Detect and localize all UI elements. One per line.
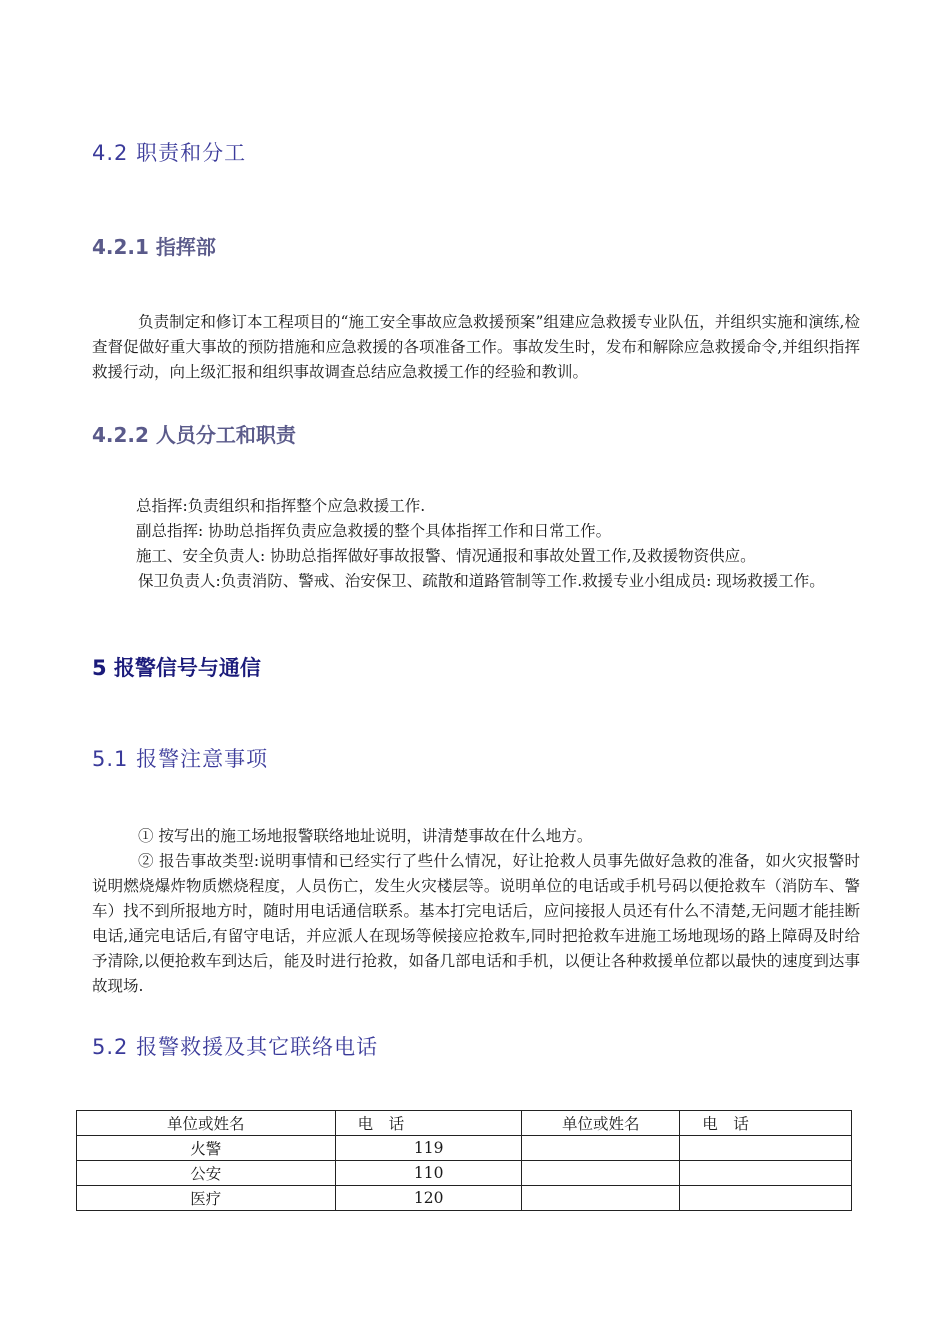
- table-cell: [680, 1136, 852, 1161]
- heading-5-1: 5.1 报警注意事项: [92, 747, 269, 771]
- table-cell: [522, 1161, 680, 1186]
- table-header-cell: 单位或姓名: [77, 1111, 336, 1136]
- table-cell: 110: [335, 1161, 522, 1186]
- table-cell: [680, 1186, 852, 1211]
- contact-phone-table: [76, 1110, 852, 1211]
- table-cell: 医疗: [77, 1186, 336, 1211]
- heading-4-2-1: 4.2.1 指挥部: [92, 235, 216, 259]
- table-header-cell: 电 话: [680, 1111, 852, 1136]
- table-cell: [522, 1136, 680, 1161]
- table-cell: 公安: [77, 1161, 336, 1186]
- table-row: [77, 1161, 852, 1186]
- paragraph-command-duties: 负责制定和修订本工程项目的“施工安全事故应急救援预案”组建应急救援专业队伍，并组织实施和演练,检查督促做好重大事故的预防措施和应急救援的各项准备工作。事故发生时，发布和解除应急救援命令,并组织指挥救援行动，向上级汇报和组织事故调查总结应急救援工作的经验和教训。: [92, 313, 860, 381]
- heading-4-2-2: 4.2.2 人员分工和职责: [92, 423, 296, 447]
- table-cell: [522, 1186, 680, 1211]
- alarm-note-item-2: ② 报告事故类型:说明事情和已经实行了些什么情况，好让抢救人员事先做好急救的准备，如火灾报警时说明燃烧爆炸物质燃烧程度，人员伤亡，发生火灾楼层等。说明单位的电话或手机号码以便抢救车（消防车、警车）找不到所报地方时，随时用电话通信联系。基本打完电话后，应问接报人员还有什么不清楚,无问题才能挂断电话,通完电话后,有留守电话，并应派人在现场等候接应抢救车,同时把抢救车进施工场地现场的路上障碍及时给予清除,以便抢救车到达后，能及时进行抢救，如备几部电话和手机，以便让各种救援单位都以最快的速度到达事故现场.: [92, 852, 860, 995]
- staff-duty-list: [92, 494, 860, 594]
- table-header-cell: 单位或姓名: [522, 1111, 680, 1136]
- alarm-note-item-1: ① 按写出的施工场地报警联络地址说明，讲清楚事故在什么地方。: [138, 827, 593, 845]
- table-row: [77, 1136, 852, 1161]
- alarm-notes: [92, 824, 860, 999]
- table-cell: 120: [335, 1186, 522, 1211]
- table-cell: 火警: [77, 1136, 336, 1161]
- table-cell: [680, 1161, 852, 1186]
- heading-5: 5 报警信号与通信: [92, 656, 261, 680]
- duty-line-commander: 总指挥:负责组织和指挥整个应急救援工作.: [136, 497, 426, 515]
- duty-line-deputy: 副总指挥: 协助总指挥负责应急救援的整个具体指挥工作和日常工作。: [136, 522, 612, 540]
- table-header-cell: 电 话: [335, 1111, 522, 1136]
- duty-line-safety: 施工、安全负责人: 协助总指挥做好事故报警、情况通报和事故处置工作,及救援物资供应。: [136, 547, 756, 565]
- table-cell: 119: [335, 1136, 522, 1161]
- heading-4-2: 4.2 职责和分工: [92, 141, 247, 165]
- table-row: [77, 1186, 852, 1211]
- heading-5-2: 5.2 报警救援及其它联络电话: [92, 1035, 379, 1059]
- table-header-row: [77, 1111, 852, 1136]
- duty-line-security: 保卫负责人:负责消防、警戒、治安保卫、疏散和道路管制等工作.救援专业小组成员: 现场救援工作。: [138, 572, 825, 590]
